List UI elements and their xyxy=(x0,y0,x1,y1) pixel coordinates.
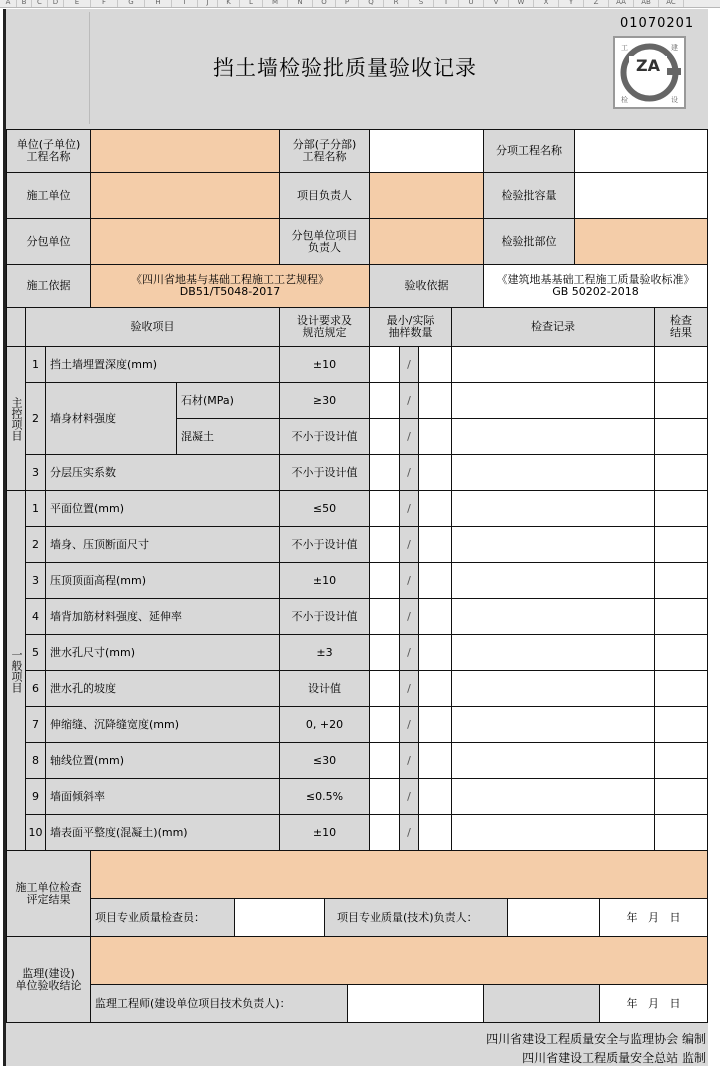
inspector-label: 项目专业质量检查员： xyxy=(90,898,235,937)
record-field[interactable] xyxy=(451,490,655,527)
subitem-field[interactable] xyxy=(574,129,708,173)
item-spec: 不小于设计值 xyxy=(279,598,370,635)
min-sample-field[interactable] xyxy=(369,490,400,527)
min-sample-field[interactable] xyxy=(369,742,400,779)
min-sample-field[interactable] xyxy=(369,670,400,707)
contractor-field[interactable] xyxy=(90,172,280,219)
slash-divider: / xyxy=(399,526,419,563)
item-name: 轴线位置(mm) xyxy=(45,742,280,779)
svg-text:检: 检 xyxy=(621,96,628,104)
column-letter: C xyxy=(32,0,48,8)
actual-sample-field[interactable] xyxy=(418,634,452,671)
slash-divider: / xyxy=(399,598,419,635)
actual-sample-field[interactable] xyxy=(418,598,452,635)
column-letter: Y xyxy=(559,0,584,8)
actual-sample-field[interactable] xyxy=(418,418,452,455)
basis-value: 《四川省地基与基础工程施工工艺规程》 DB51/T5048-2017 xyxy=(90,264,370,308)
actual-sample-field[interactable] xyxy=(418,814,452,851)
row-number: 7 xyxy=(25,706,46,743)
svg-text:工: 工 xyxy=(621,44,628,52)
division-label: 分部(子分部) 工程名称 xyxy=(279,129,370,173)
footer-supervisor: 四川省建设工程质量安全总站 监制 xyxy=(522,1051,706,1065)
actual-sample-field[interactable] xyxy=(418,454,452,491)
record-field[interactable] xyxy=(451,778,655,815)
result-field[interactable] xyxy=(654,814,708,851)
supervisor-eval-field[interactable] xyxy=(90,936,708,985)
column-letter: L xyxy=(240,0,263,8)
engineer-signature-field[interactable] xyxy=(347,984,484,1023)
column-letter: AA xyxy=(609,0,634,8)
engineer-blank xyxy=(483,984,600,1023)
capacity-label: 检验批容量 xyxy=(483,172,575,219)
column-letter: M xyxy=(263,0,288,8)
header-corner xyxy=(6,307,26,347)
column-letter: R xyxy=(384,0,409,8)
slash-divider: / xyxy=(399,562,419,599)
column-letter: P xyxy=(336,0,359,8)
column-letter: I xyxy=(172,0,198,8)
svg-text:设: 设 xyxy=(671,96,678,104)
item-name: 墙表面平整度(混凝土)(mm) xyxy=(45,814,280,851)
record-field[interactable] xyxy=(451,634,655,671)
col-item-header: 验收项目 xyxy=(25,307,280,347)
item-name: 压顶顶面高程(mm) xyxy=(45,562,280,599)
result-field[interactable] xyxy=(654,706,708,743)
actual-sample-field[interactable] xyxy=(418,382,452,419)
slash-divider: / xyxy=(399,742,419,779)
accept-basis-label: 验收依据 xyxy=(369,264,484,308)
main-items-label: 主控项目 xyxy=(6,346,26,491)
min-sample-field[interactable] xyxy=(369,598,400,635)
column-letter: H xyxy=(145,0,172,8)
engineer-label: 监理工程师(建设单位项目技术负责人)： xyxy=(90,984,348,1023)
slash-divider: / xyxy=(399,670,419,707)
row-number: 2 xyxy=(25,382,46,455)
unit-label: 单位(子单位) 工程名称 xyxy=(6,129,91,173)
column-letter: S xyxy=(409,0,434,8)
subcontractor-field[interactable] xyxy=(90,218,280,265)
min-sample-field[interactable] xyxy=(369,814,400,851)
item-name: 墙背加筋材料强度、延伸率 xyxy=(45,598,280,635)
result-field[interactable] xyxy=(654,670,708,707)
min-sample-field[interactable] xyxy=(369,526,400,563)
title-left-blank xyxy=(6,12,90,124)
location-field[interactable] xyxy=(574,218,708,265)
item-spec: 不小于设计值 xyxy=(279,418,370,455)
actual-sample-field[interactable] xyxy=(418,778,452,815)
slash-divider: / xyxy=(399,454,419,491)
result-field[interactable] xyxy=(654,418,708,455)
contractor-label: 施工单位 xyxy=(6,172,91,219)
za-logo-icon xyxy=(615,38,684,107)
column-letter: U xyxy=(459,0,484,8)
actual-sample-field[interactable] xyxy=(418,526,452,563)
row-number: 3 xyxy=(25,562,46,599)
result-field[interactable] xyxy=(654,490,708,527)
supervisor-eval-label: 监理(建设) 单位验收结论 xyxy=(6,936,91,1023)
column-letter: Z xyxy=(584,0,609,8)
actual-sample-field[interactable] xyxy=(418,562,452,599)
result-field[interactable] xyxy=(654,598,708,635)
item-spec: 不小于设计值 xyxy=(279,526,370,563)
min-sample-field[interactable] xyxy=(369,382,400,419)
row-number: 5 xyxy=(25,634,46,671)
item-name: 分层压实系数 xyxy=(45,454,280,491)
item-name: 伸缩缝、沉降缝宽度(mm) xyxy=(45,706,280,743)
tech-lead-signature-field[interactable] xyxy=(507,898,600,937)
record-field[interactable] xyxy=(451,526,655,563)
min-sample-field[interactable] xyxy=(369,706,400,743)
column-letter: X xyxy=(534,0,559,8)
slash-divider: / xyxy=(399,346,419,383)
accept-basis-value: 《建筑地基基础工程施工质量验收标准》 GB 50202-2018 xyxy=(483,264,708,308)
column-header-strip xyxy=(0,0,720,8)
logo-letters: ZA xyxy=(636,56,660,75)
min-sample-field[interactable] xyxy=(369,346,400,383)
min-sample-field[interactable] xyxy=(369,454,400,491)
item-spec: 0, +20 xyxy=(279,706,370,743)
col-record-header: 检查记录 xyxy=(451,307,655,347)
result-field[interactable] xyxy=(654,526,708,563)
record-field[interactable] xyxy=(451,670,655,707)
item-spec: ≤30 xyxy=(279,742,370,779)
column-letter: G xyxy=(118,0,145,8)
item-name: 挡土墙埋置深度(mm) xyxy=(45,346,280,383)
column-letter: K xyxy=(218,0,240,8)
record-field[interactable] xyxy=(451,598,655,635)
column-letter: T xyxy=(434,0,459,8)
result-field[interactable] xyxy=(654,742,708,779)
pm-label: 项目负责人 xyxy=(279,172,370,219)
min-sample-field[interactable] xyxy=(369,634,400,671)
contractor-eval-field[interactable] xyxy=(90,850,708,899)
item-subname: 混凝土 xyxy=(176,418,280,455)
location-label: 检验批部位 xyxy=(483,218,575,265)
actual-sample-field[interactable] xyxy=(418,670,452,707)
unit-field[interactable] xyxy=(90,129,280,173)
result-field[interactable] xyxy=(654,346,708,383)
slash-divider: / xyxy=(399,706,419,743)
column-letter: W xyxy=(509,0,534,8)
min-sample-field[interactable] xyxy=(369,562,400,599)
item-spec: ≤0.5% xyxy=(279,778,370,815)
record-field[interactable] xyxy=(451,742,655,779)
col-result-header: 检查 结果 xyxy=(654,307,708,347)
col-sample-header: 最小/实际 抽样数量 xyxy=(369,307,452,347)
tech-lead-label: 项目专业质量(技术)负责人： xyxy=(324,898,508,937)
item-spec: ±10 xyxy=(279,814,370,851)
column-letter: AC xyxy=(659,0,684,8)
row-number: 4 xyxy=(25,598,46,635)
record-field[interactable] xyxy=(451,346,655,383)
sub-pm-field[interactable] xyxy=(369,218,484,265)
item-spec: ±10 xyxy=(279,562,370,599)
column-letter: V xyxy=(484,0,509,8)
actual-sample-field[interactable] xyxy=(418,742,452,779)
capacity-field[interactable] xyxy=(574,172,708,219)
column-letter: E xyxy=(64,0,91,8)
slash-divider: / xyxy=(399,634,419,671)
row-number: 9 xyxy=(25,778,46,815)
item-name: 平面位置(mm) xyxy=(45,490,280,527)
supervisor-date[interactable]: 年 月 日 xyxy=(599,984,708,1023)
item-name: 墙面倾斜率 xyxy=(45,778,280,815)
row-number: 1 xyxy=(25,346,46,383)
sub-pm-label: 分包单位项目 负责人 xyxy=(279,218,370,265)
actual-sample-field[interactable] xyxy=(418,706,452,743)
slash-divider: / xyxy=(399,418,419,455)
item-spec: ±3 xyxy=(279,634,370,671)
form-code: 01070201 xyxy=(620,16,695,31)
basis-label: 施工依据 xyxy=(6,264,91,308)
row-number: 2 xyxy=(25,526,46,563)
column-letter: F xyxy=(91,0,118,8)
svg-text:建: 建 xyxy=(671,44,678,52)
item-spec: ≥30 xyxy=(279,382,370,419)
record-field[interactable] xyxy=(451,814,655,851)
page-title: 挡土墙检验批质量验收记录 xyxy=(90,12,600,124)
row-number: 6 xyxy=(25,670,46,707)
inspector-signature-field[interactable] xyxy=(234,898,325,937)
column-letter: N xyxy=(288,0,313,8)
result-field[interactable] xyxy=(654,778,708,815)
item-name: 泄水孔尺寸(mm) xyxy=(45,634,280,671)
slash-divider: / xyxy=(399,382,419,419)
contractor-eval-label: 施工单位检查 评定结果 xyxy=(6,850,91,937)
record-field[interactable] xyxy=(451,706,655,743)
min-sample-field[interactable] xyxy=(369,778,400,815)
actual-sample-field[interactable] xyxy=(418,490,452,527)
row-number: 8 xyxy=(25,742,46,779)
result-field[interactable] xyxy=(654,454,708,491)
row-number: 1 xyxy=(25,490,46,527)
footer-compiler: 四川省建设工程质量安全与监理协会 编制 xyxy=(486,1032,706,1046)
result-field[interactable] xyxy=(654,634,708,671)
row-number: 10 xyxy=(25,814,46,851)
item-name: 墙身、压顶断面尺寸 xyxy=(45,526,280,563)
slash-divider: / xyxy=(399,490,419,527)
item-name: 泄水孔的坡度 xyxy=(45,670,280,707)
record-field[interactable] xyxy=(451,454,655,491)
result-field[interactable] xyxy=(654,382,708,419)
za-logo xyxy=(613,36,686,109)
row-number: 3 xyxy=(25,454,46,491)
col-design-header: 设计要求及 规范规定 xyxy=(279,307,370,347)
column-letter: J xyxy=(198,0,218,8)
item-name: 墙身材料强度 xyxy=(45,382,177,455)
record-field[interactable] xyxy=(451,382,655,419)
item-spec: ±10 xyxy=(279,346,370,383)
item-spec: ≤50 xyxy=(279,490,370,527)
record-field[interactable] xyxy=(451,418,655,455)
general-items-label: 一般项目 xyxy=(6,490,26,851)
contractor-date[interactable]: 年 月 日 xyxy=(599,898,708,937)
column-letter: D xyxy=(48,0,64,8)
pm-field[interactable] xyxy=(369,172,484,219)
item-spec: 不小于设计值 xyxy=(279,454,370,491)
slash-divider: / xyxy=(399,778,419,815)
slash-divider: / xyxy=(399,814,419,851)
actual-sample-field[interactable] xyxy=(418,346,452,383)
column-letter: O xyxy=(313,0,336,8)
result-field[interactable] xyxy=(654,562,708,599)
subcontractor-label: 分包单位 xyxy=(6,218,91,265)
subitem-label: 分项工程名称 xyxy=(483,129,575,173)
column-letter: B xyxy=(17,0,32,8)
min-sample-field[interactable] xyxy=(369,418,400,455)
item-subname: 石材(MPa) xyxy=(176,382,280,419)
item-spec: 设计值 xyxy=(279,670,370,707)
column-letter: A xyxy=(0,0,17,8)
column-letter: Q xyxy=(359,0,384,8)
record-field[interactable] xyxy=(451,562,655,599)
division-field[interactable] xyxy=(369,129,484,173)
column-letter: AB xyxy=(634,0,659,8)
